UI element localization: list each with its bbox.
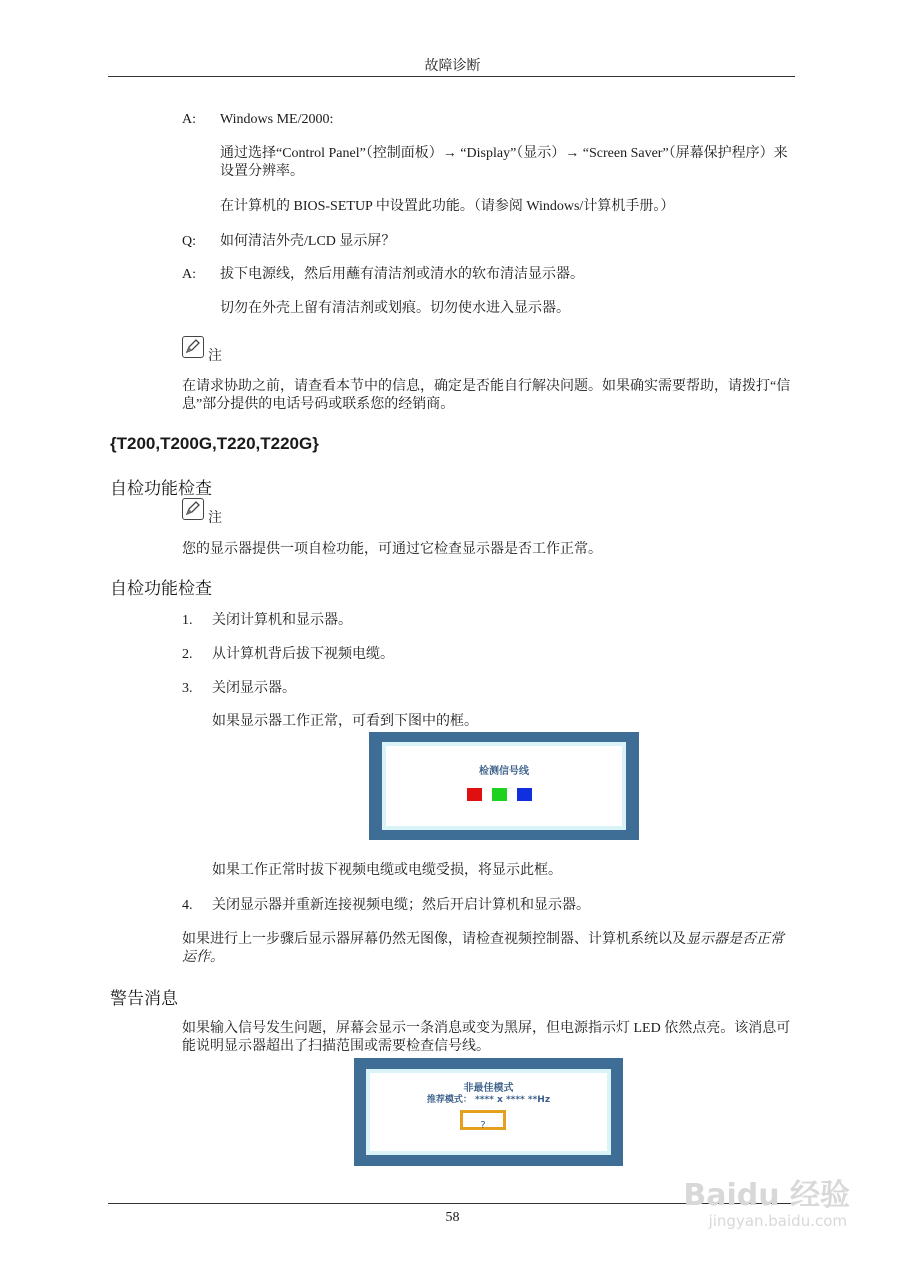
qa-label: Q:: [182, 234, 196, 249]
blue-square-icon: [517, 788, 532, 801]
step-text: 关闭显示器。: [212, 681, 296, 696]
qa-text: 拔下电源线，然后用蘸有清洁剂或清水的软布清洁显示器。: [220, 267, 584, 282]
step3-detail: 如果显示器工作正常，可看到下图中的框。: [212, 714, 478, 729]
note-label: 注: [208, 348, 222, 364]
screen-inner-border: [382, 742, 626, 830]
screen-mode-line: 推荐模式： **** x **** **Hz: [426, 1095, 551, 1105]
step-number: 1.: [182, 613, 193, 628]
header-rule: [108, 76, 795, 77]
screen-question-button: [460, 1110, 506, 1130]
qa-text: 如何清洁外壳/LCD 显示屏？: [220, 234, 396, 249]
warning-paragraph: 如果输入信号发生问题，屏幕会显示一条消息或变为黑屏，但电源指示灯 LED 依然点亮。该消息可能说明显示器超出了扫描范围或需要检查信号线。: [182, 1021, 791, 1054]
note-pencil-icon: [182, 498, 204, 520]
page-number: 58: [445, 1210, 460, 1225]
screen-inner-panel: [386, 746, 622, 826]
final-text-italic: 显示器是否正常运作。: [182, 932, 784, 965]
screen-title: 非最佳模式: [463, 1083, 514, 1094]
step-number: 3.: [182, 681, 193, 696]
watermark-logo: Baidu 经验: [683, 1178, 850, 1213]
note-text: 您的显示器提供一项自检功能，可通过它检查显示器是否工作正常。: [182, 542, 602, 557]
green-square-icon: [492, 788, 507, 801]
section-title-self-test-steps: 自检功能检查: [110, 579, 212, 599]
step-number: 4.: [182, 898, 193, 913]
red-square-icon: [467, 788, 482, 801]
signal-check-screen-image: [369, 732, 639, 840]
step-number: 2.: [182, 647, 193, 662]
step-text: 从计算机背后拔下视频电缆。: [212, 647, 394, 662]
step-text: 关闭计算机和显示器。: [212, 613, 352, 628]
qa-label: A:: [182, 112, 196, 127]
qa-text: Windows ME/2000:: [220, 112, 334, 127]
screen-inner-panel: [370, 1073, 607, 1151]
screen-title: 检测信号线: [479, 766, 529, 777]
page-header-title: 故障诊断: [424, 58, 481, 74]
note-text: 在请求协助之前，请查看本节中的信息，确定是否能自行解决问题。如果确实需要帮助，请拨打“信息”部分提供的电话号码或联系您的经销商。: [182, 379, 791, 412]
model-heading: {T200,T200G,T220,T220G}: [110, 434, 319, 453]
section-title-warning: 警告消息: [110, 989, 178, 1009]
qa-label: A:: [182, 267, 196, 282]
qa-text: 通过选择“Control Panel”（控制面板）→ “Display”（显示）→ “Screen Saver”（屏幕保护程序）来设置分辨率。: [220, 146, 788, 179]
final-text-normal: 如果进行上一步骤后显示器屏幕仍然无图像，请检查视频控制器、计算机系统以及: [182, 932, 686, 947]
note-pencil-icon: [182, 336, 204, 358]
not-optimum-mode-screen-image: [354, 1058, 623, 1166]
final-paragraph: [182, 931, 795, 967]
note-label: 注: [208, 510, 222, 526]
after-screen-text: 如果工作正常时拔下视频电缆或电缆受损，将显示此框。: [212, 863, 562, 878]
qa-text: 切勿在外壳上留有清洁剂或划痕。切勿使水进入显示器。: [220, 301, 570, 316]
screen-inner-border: [366, 1069, 611, 1155]
section-title-self-test: 自检功能检查: [110, 479, 212, 499]
question-label: ?: [480, 1120, 486, 1131]
qa-text: 在计算机的 BIOS-SETUP 中设置此功能。（请参阅 Windows/计算机手册。）: [220, 199, 675, 214]
step-text: 关闭显示器并重新连接视频电缆；然后开启计算机和显示器。: [212, 898, 590, 913]
watermark-url: jingyan.baidu.com: [708, 1212, 847, 1230]
